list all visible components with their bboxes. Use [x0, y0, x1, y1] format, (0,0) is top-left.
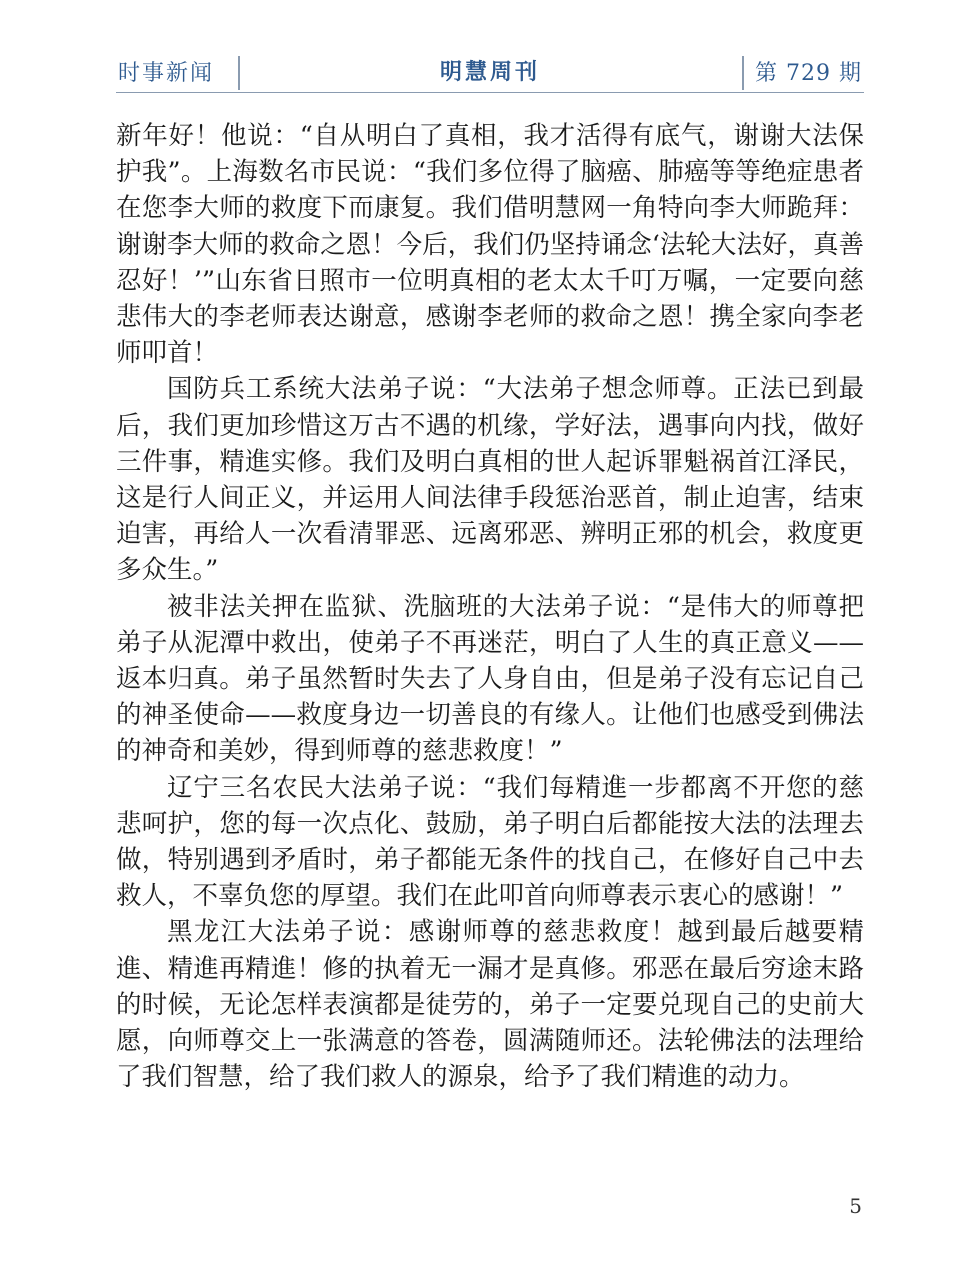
paragraph: 国防兵工系统大法弟子说：“大法弟子想念师尊。正法已到最后，我们更加珍惜这万古不遇的机缘，学好法，遇事向内找，做好三件事，精進实修。我们及明白真相的世人起诉罪魁祸首江泽民，这是行人间正义，并运用人间法律手段惩治恶首，制止迫害，结束迫害，再给人一次看清罪恶、远离邪恶、辨明正邪的机会，救度更多众生。”	[116, 374, 864, 586]
page-number: 5	[849, 1194, 862, 1218]
paragraph: 新年好！他说：“自从明白了真相，我才活得有底气，谢谢大法保护我”。上海数名市民说：“我们多位得了脑癌、肺癌等等绝症患者在您李大师的救度下而康复。我们借明慧网一角特向李大师跪拜：谢谢李大师的救命之恩！今后，我们仍坚持诵念‘法轮大法好，真善忍好！’”山东省日照市一位明真相的老太太千叮万嘱，一定要向慈悲伟大的李老师表达谢意，感谢李老师的救命之恩！携全家向李老师叩首！	[116, 121, 864, 369]
paragraph: 黑龙江大法弟子说：感谢师尊的慈悲救度！越到最后越要精進、精進再精進！修的执着无一漏才是真修。邪恶在最后穷途末路的时候，无论怎样表演都是徒劳的，弟子一定要兑现自己的史前大愿，向师尊交上一张满意的答卷，圆满随师还。法轮佛法的法理给了我们智慧，给了我们救人的源泉，给予了我们精進的动力。	[116, 917, 864, 1093]
publication-title: 明慧周刊	[439, 60, 540, 85]
issue-number: 第 729 期	[755, 61, 862, 86]
section-title: 时事新闻	[118, 61, 215, 86]
header-divider-right	[742, 56, 744, 90]
running-header	[116, 52, 864, 93]
paragraph: 辽宁三名农民大法弟子说：“我们每精進一步都离不开您的慈悲呵护，您的每一次点化、鼓励，弟子明白后都能按大法的法理去做，特别遇到矛盾时，弟子都能无条件的找自己，在修好自己中去救人，不辜负您的厚望。我们在此叩首向师尊表示衷心的感谢！”	[116, 772, 864, 912]
paragraph: 被非法关押在监狱、洗脑班的大法弟子说：“是伟大的师尊把弟子从泥潭中救出，使弟子不再迷茫，明白了人生的真正意义——返本归真。弟子虽然暂时失去了人身自由，但是弟子没有忘记自己的神圣使命——救度身边一切善良的有缘人。让他们也感受到佛法的神奇和美妙，得到师尊的慈悲救度！”	[116, 591, 864, 767]
article-body	[116, 118, 864, 1095]
